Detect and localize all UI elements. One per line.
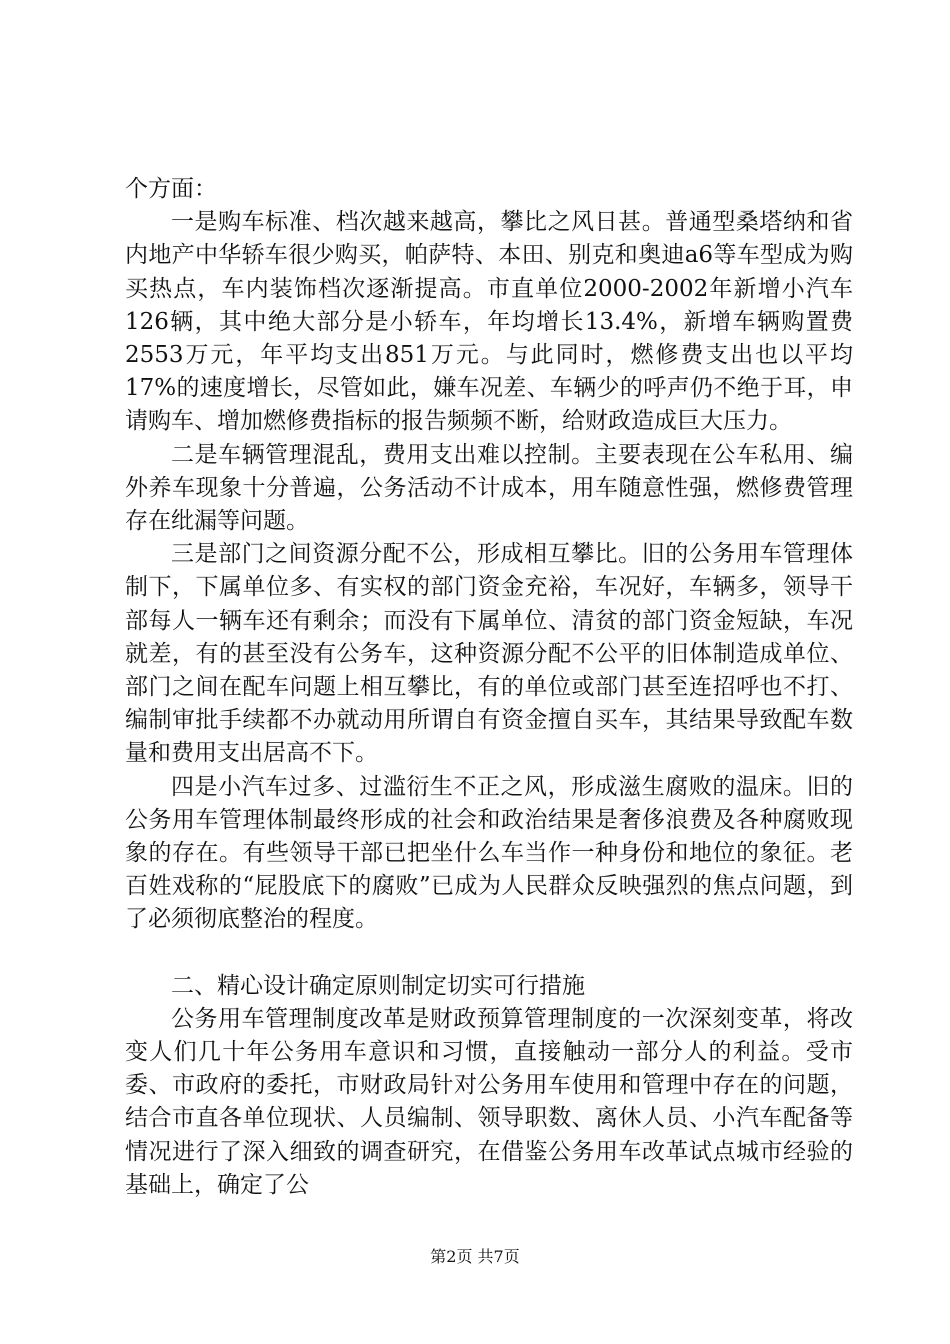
section-heading: 二、精心设计确定原则制定切实可行措施 [171,972,585,999]
paragraph-section-two-intro: 公务用车管理制度改革是财政预算管理制度的一次深刻变革，将改变人们几十年公务用车意识和习惯，直接触动一部分人的利益。受市委、市政府的委托，市财政局针对公务用车使用和管理中存在的问题，结合市直各单位现状、人员编制、领导职数、离休人员、小汽车配备等情况进行了深入细致的调查研究，在借鉴公务用车改革试点城市经验的基础上，确定了公 [125,1005,853,1198]
paragraph-point-three: 三是部门之间资源分配不公，形成相互攀比。旧的公务用车管理体制下，下属单位多、有实权的部门资金充裕，车况好，车辆多，领导干部每人一辆车还有剩余；而没有下属单位、清贫的部门资金短缺，车况就差，有的甚至没有公务车，这种资源分配不公平的旧体制造成单位、部门之间在配车问题上相互攀比，有的单位或部门甚至连招呼也不打、编制审批手续都不办就动用所谓自有资金擅自买车，其结果导致配车数量和费用支出居高不下。 [125,541,853,767]
page-footer: 第2页 共7页 [430,1247,520,1266]
document-body [125,173,853,1202]
paragraph-point-two: 二是车辆管理混乱，费用支出难以控制。主要表现在公车私用、编外养车现象十分普遍，公务活动不计成本，用车随意性强，燃修费管理存在纰漏等问题。 [125,441,853,535]
paragraph-continuation: 个方面： [125,176,217,202]
paragraph-point-one: 一是购车标准、档次越来越高，攀比之风日甚。普通型桑塔纳和省内地产中华轿车很少购买，帕萨特、本田、别克和奥迪a6等车型成为购买热点，车内装饰档次逐渐提高。市直单位2000-2002年新增小汽车126辆，其中绝大部分是小轿车，年均增长13.4%，新增车辆购置费2553万元，年平均支出851万元。与此同时，燃修费支出也以平均17%的速度增长，尽管如此，嫌车况差、车辆少的呼声仍不绝于耳，申请购车、增加燃修费指标的报告频频不断，给财政造成巨大压力。 [125,209,853,435]
paragraph-point-four: 四是小汽车过多、过滥衍生不正之风，形成滋生腐败的温床。旧的公务用车管理体制最终形成的社会和政治结果是奢侈浪费及各种腐败现象的存在。有些领导干部已把坐什么车当作一种身份和地位的象征。老百姓戏称的“屁股底下的腐败”已成为人民群众反映强烈的焦点问题，到了必须彻底整治的程度。 [125,773,853,933]
